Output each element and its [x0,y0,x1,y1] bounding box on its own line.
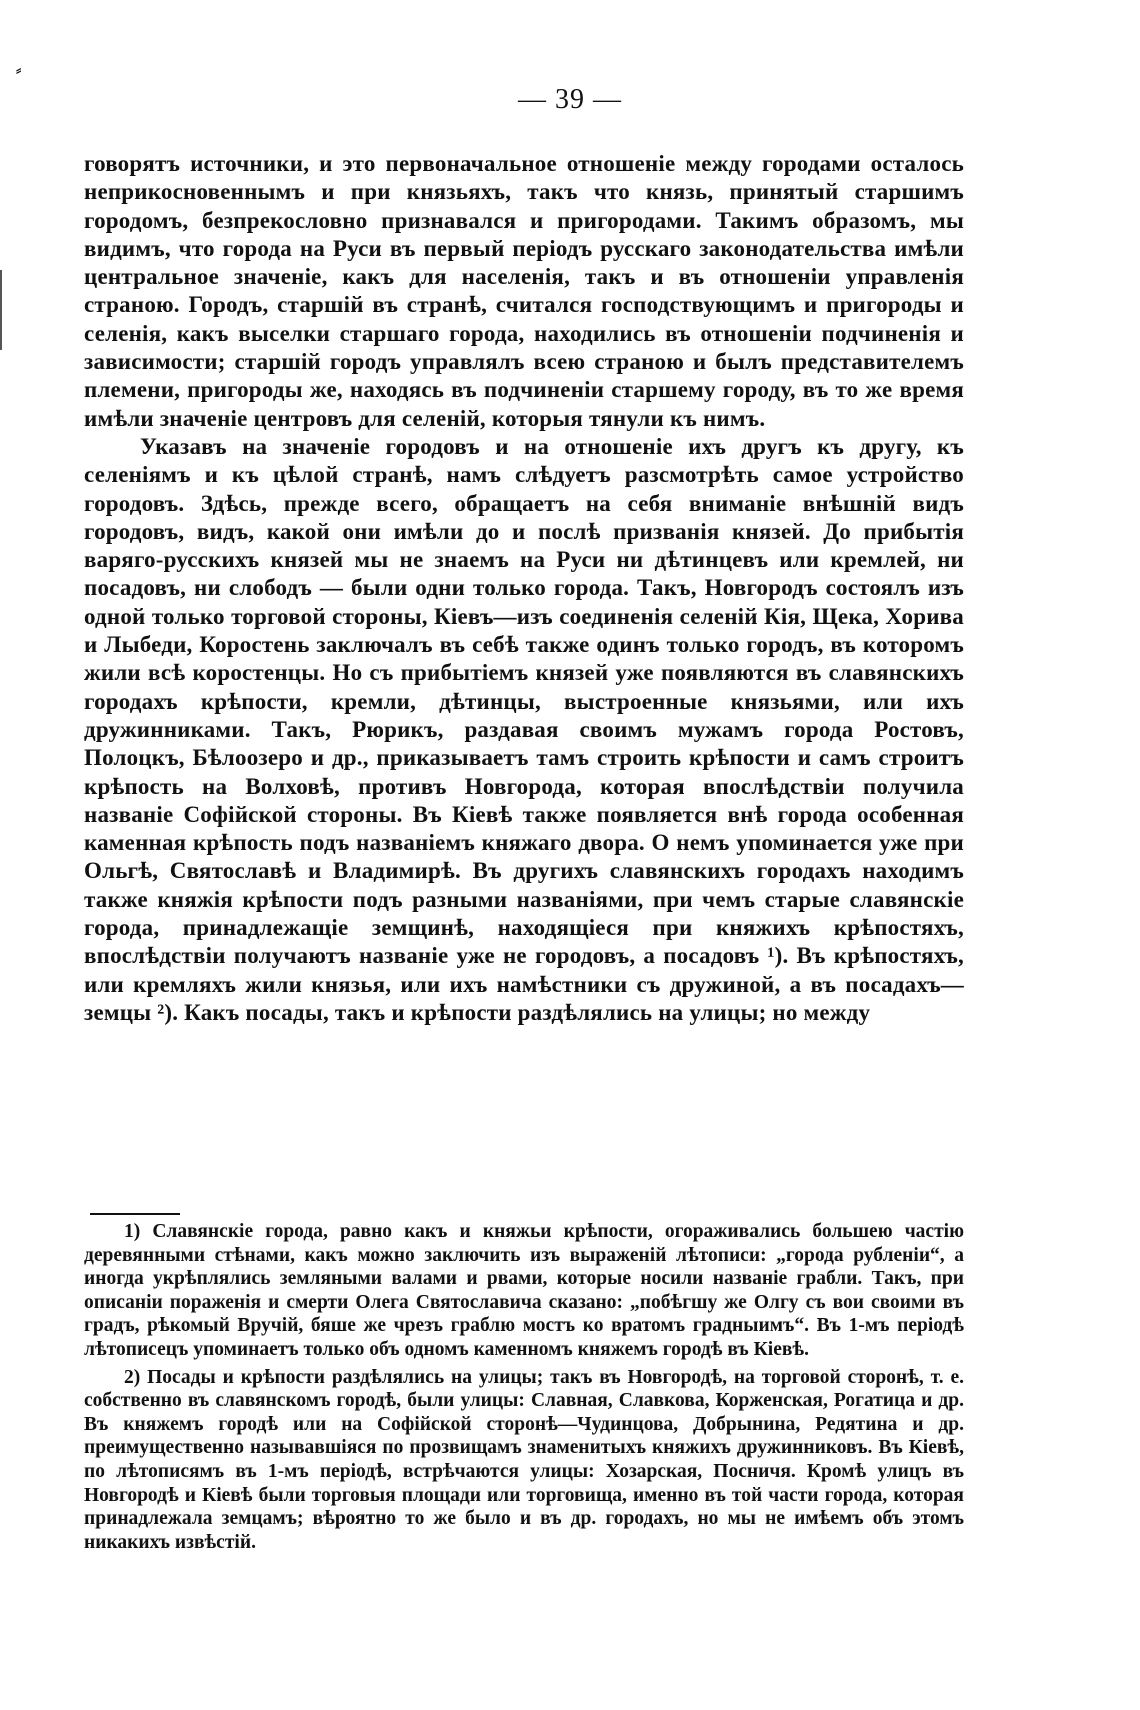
footnote-1: 1) Славянскіе города, равно какъ и княжьи крѣпости, огораживались большею частію деревянными стѣнами, какъ можно заключить изъ выраженій лѣтописи: „города рубленіи“, а иногда укрѣплялись земляными валами и рвами, которые носили названіе грабли. Такъ, при описаніи пораженія и смерти Олега Святославича сказано: „побѣгшу же Олгу съ вои своими въ градъ, рѣкомый Вручій, бяше же чрезъ граблю мостъ ко вратомъ градныимъ“. Въ 1-мъ періодѣ лѣтописецъ упоминаетъ только объ одномъ каменномъ княжемъ городѣ въ Кіевѣ. [84,1221,964,1360]
page-number: — 39 — [518,84,622,115]
footnotes [84,1220,964,1554]
paragraph-1: говорятъ источники, и это первоначальное отношеніе между городами осталось неприкосновеннымъ и при князьяхъ, такъ что князь, принятый старшимъ городомъ, безпрекословно признавался и пригородами. Такимъ образомъ, мы видимъ, что города на Руси въ первый періодъ русскаго законодательства имѣли центральное значеніе, какъ для населенія, такъ и въ отношеніи управленія страною. Городъ, старшій въ странѣ, считался господствующимъ и пригороды и селенія, какъ выселки старшаго города, находились въ отношеніи подчиненія и зависимости; старшій городъ управлялъ всею страною и былъ представителемъ племени, пригороды же, находясь въ подчиненіи старшему городу, въ то же время имѣли значеніе центровъ для селеній, которыя тянули къ нимъ. [84,151,964,431]
margin-mark: ⸗ [16,62,22,79]
footnote-2: 2) Посады и крѣпости раздѣлялись на улицы; такъ въ Новгородѣ, на торговой сторонѣ, т. е. собственно въ славянскомъ городѣ, были улицы: Славная, Славкова, Корженская, Рогатица и др. Въ княжемъ городѣ или на Софійской сторонѣ—Чудинцова, Добрынина, Редятина и др. преимущественно называвшіяся по прозвищамъ знаменитыхъ княжихъ дружинниковъ. Въ Кіевѣ, по лѣтописямъ въ 1-мъ періодѣ, встрѣчаются улицы: Хозарская, Посничя. Кромѣ улицъ въ Новгородѣ и Кіевѣ были торговыя площади или торговища, именно въ той части города, которая принадлежала земцамъ; вѣроятно то же было и въ др. городахъ, но мы не имѣемъ объ этомъ никакихъ извѣстій. [84,1366,964,1553]
margin-rule [0,270,2,350]
paragraph-2: Указавъ на значеніе городовъ и на отношеніе ихъ другъ къ другу, къ селеніямъ и къ цѣлой странѣ, намъ слѣдуетъ разсмотрѣть самое устройство городовъ. Здѣсь, прежде всего, обращаетъ на себя вниманіе внѣшній видъ городовъ, видъ, какой они имѣли до и послѣ призванія князей. До прибытія варяго-русскихъ князей мы не знаемъ на Руси ни дѣтинцевъ или кремлей, ни посадовъ, ни слободъ — были одни только города. Такъ, Новгородъ состоялъ изъ одной только торговой стороны, Кіевъ—изъ соединенія селеній Кія, Щека, Хорива и Лыбеди, Коростень заключалъ въ себѣ также одинъ только городъ, въ которомъ жили всѣ коростенцы. Но съ прибытіемъ князей уже появляются въ славянскихъ городахъ крѣпости, кремли, дѣтинцы, выстроенные князьями, или ихъ дружинниками. Такъ, Рюрикъ, раздавая своимъ мужамъ города Ростовъ, Полоцкъ, Бѣлоозеро и др., приказываетъ тамъ строить крѣпости и самъ строитъ крѣпость на Волховѣ, противъ Новгорода, которая впослѣдствіи получила названіе Софійской стороны. Въ Кіевѣ также появляется внѣ города особенная каменная крѣпость подъ названіемъ княжаго двора. О немъ упоминается уже при Ольгѣ, Святославѣ и Владимирѣ. Въ другихъ славянскихъ городахъ находимъ также княжія крѣпости подъ разными названіями, при чемъ старые славянскіе города, принадлежащіе земщинѣ, находящіеся при княжихъ крѣпостяхъ, впослѣдствіи получаютъ названіе уже не городовъ, а посадовъ ¹). Въ крѣпостяхъ, или кремляхъ жили князья, или ихъ намѣстники съ дружиной, а въ посадахъ—земцы ²). Какъ посады, такъ и крѣпости раздѣлялись на улицы; но между [84,433,964,1025]
main-text [84,150,964,1027]
footnote-separator [90,1213,180,1215]
